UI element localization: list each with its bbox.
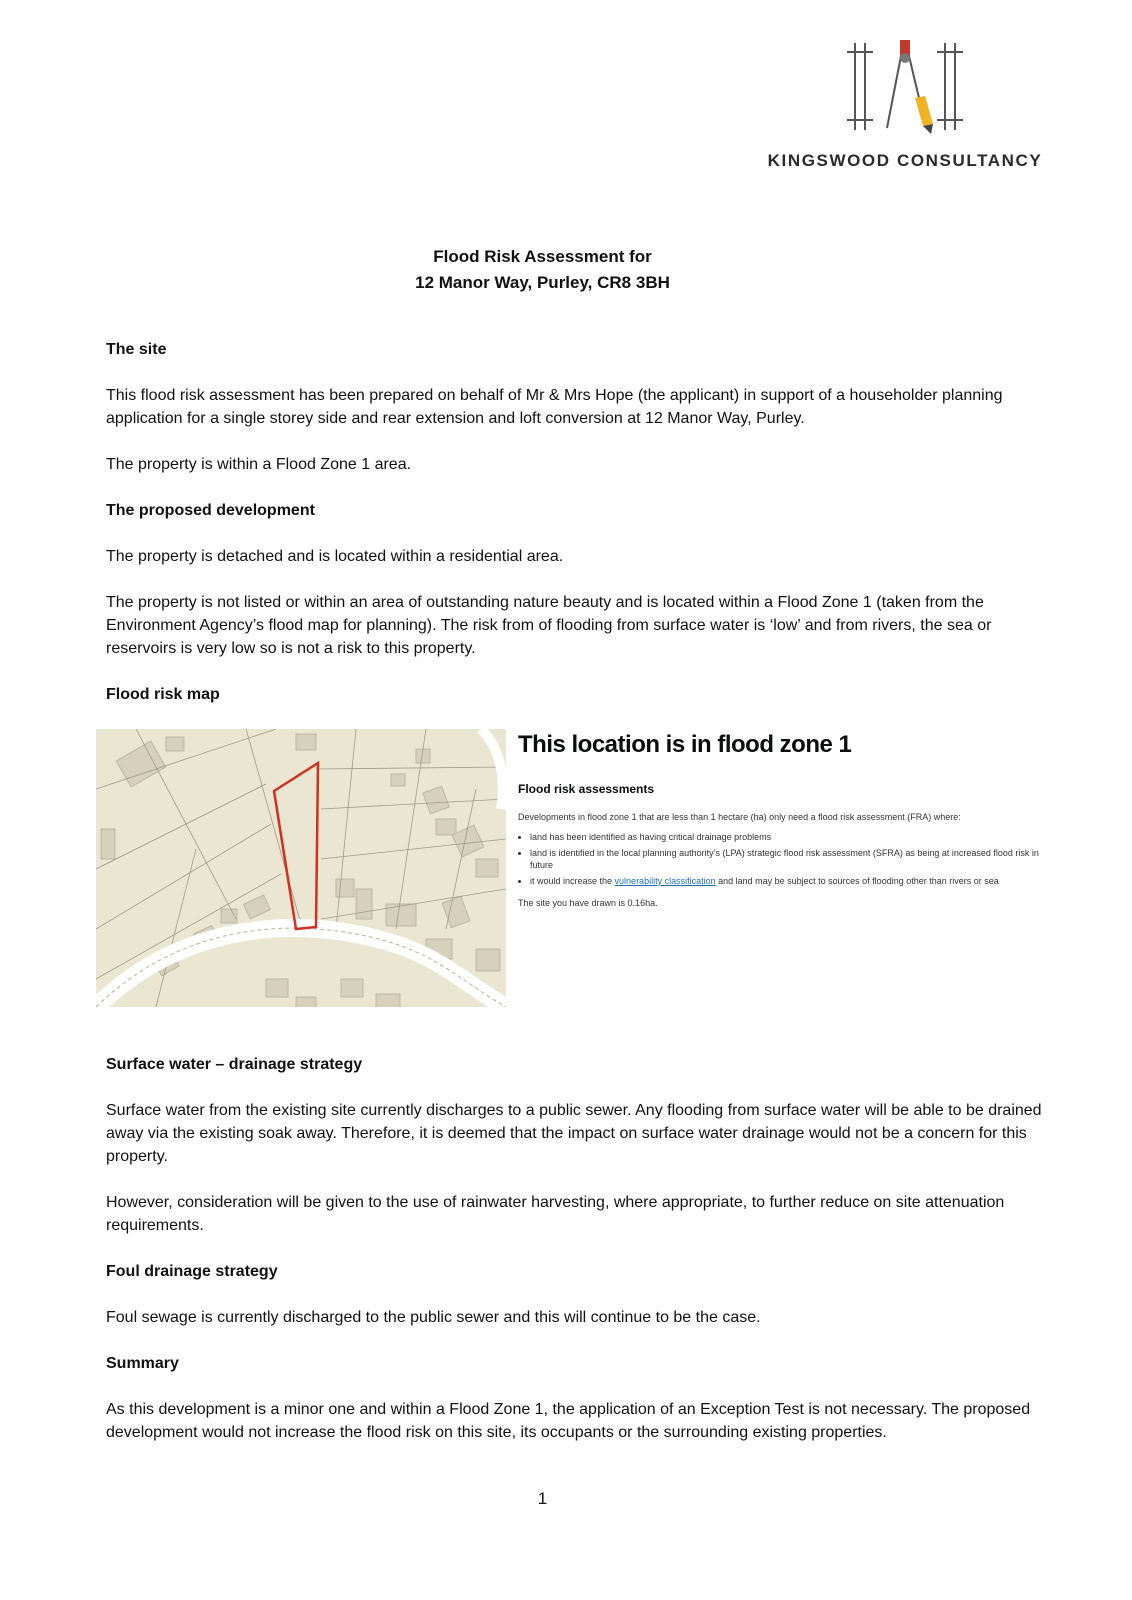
heading-flood-risk-map: Flood risk map — [106, 686, 220, 703]
title-line-2: 12 Manor Way, Purley, CR8 3BH — [415, 273, 670, 292]
company-logo — [755, 38, 1055, 173]
condition-item — [530, 875, 1058, 887]
flood-zone-title: This location is in flood zone 1 — [518, 731, 852, 758]
flood-risk-map-figure — [96, 729, 1046, 1007]
development-paragraph-1: The property is detached and is located within a residential area. — [106, 548, 564, 565]
heading-summary: Summary — [106, 1355, 179, 1372]
surface-paragraph-2: However, consideration will be given to the use of rainwater harvesting, where appropriate, to further reduce on site attenuation requirements. — [106, 1194, 1005, 1234]
document-title — [0, 244, 1085, 296]
condition-item: • land has been identified as having critical drainage problems — [530, 831, 1058, 843]
page-number: 1 — [537, 1489, 548, 1508]
surface-paragraph-1: Surface water from the existing site currently discharges to a public sewer. Any flooding from surface water will be able to be drained away via the existing soak away. Therefore, it is deemed that the impact on surface water drainage would not be a concern for this property. — [106, 1102, 1042, 1165]
heading-the-site: The site — [106, 341, 167, 358]
drafting-compass-icon — [755, 38, 1055, 148]
heading-surface-water: Surface water – drainage strategy — [106, 1056, 363, 1073]
summary-paragraph-1: As this development is a minor one and within a Flood Zone 1, the application of an Exception Test is not necessary. The proposed development would not increase the flood risk on this site, its occupants or the surrounding existing properties. — [106, 1401, 1031, 1441]
heading-proposed-development: The proposed development — [106, 502, 315, 519]
heading-foul-drainage: Foul drainage strategy — [106, 1263, 278, 1280]
flood-assessment-conditions — [518, 831, 1058, 887]
condition-text: and land may be subject to sources of flooding other than rivers or sea — [715, 876, 999, 886]
development-paragraph-2: The property is not listed or within an area of outstanding nature beauty and is located within a Flood Zone 1 (taken from the Environment Agency’s flood map for planning). The risk from of flooding from surface water is ‘low’ and from rivers, the sea or reservoirs is very low so is not a risk to this property. — [106, 594, 992, 657]
foul-paragraph-1: Foul sewage is currently discharged to the public sewer and this will continue to be the case. — [106, 1309, 761, 1326]
document-body — [106, 338, 1056, 1467]
flood-assessments-intro: Developments in flood zone 1 that are less than 1 hectare (ha) only need a flood risk assessment (FRA) where: — [518, 812, 961, 822]
condition-item: • land is identified in the local planning authority’s (LPA) strategic flood risk assessment (SFRA) as being at increased flood risk in future — [530, 847, 1058, 871]
site-area-text: The site you have drawn is 0.16ha. — [518, 898, 658, 908]
company-name: KINGSWOOD CONSULTANCY — [767, 151, 1043, 170]
site-paragraph-2: The property is within a Flood Zone 1 area. — [106, 456, 412, 473]
flood-map-image — [96, 729, 506, 1007]
flood-zone-panel — [518, 729, 1058, 1007]
site-paragraph-1: This flood risk assessment has been prepared on behalf of Mr & Mrs Hope (the applicant) in support of a householder planning application for a single storey side and rear extension and loft conversion at 12 Manor Way, Purley. — [106, 387, 1003, 427]
title-line-1: Flood Risk Assessment for — [433, 247, 652, 266]
condition-text: it would increase the — [530, 876, 615, 886]
flood-assessments-heading: Flood risk assessments — [518, 782, 655, 796]
vulnerability-classification-link[interactable]: vulnerability classification — [614, 876, 716, 886]
